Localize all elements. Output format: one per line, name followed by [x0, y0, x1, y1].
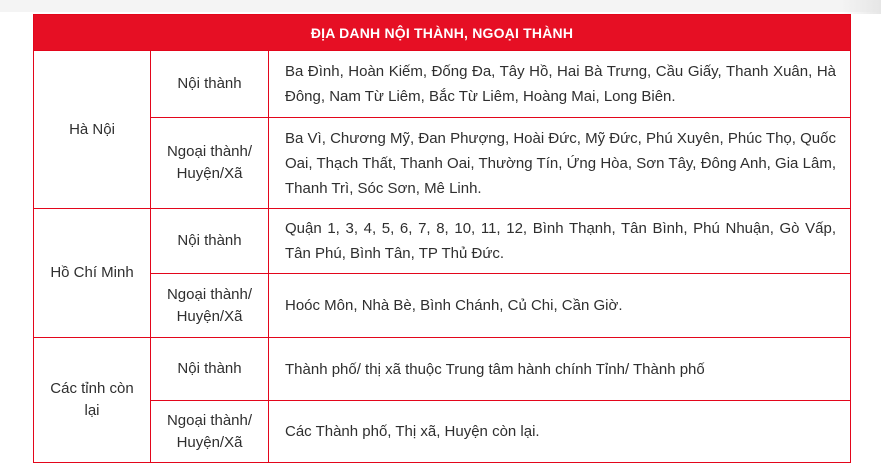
region-table: [33, 14, 851, 463]
city-cell-other-provinces: Các tỉnh còn lại: [34, 338, 151, 463]
table-row: [34, 51, 851, 118]
city-cell-hanoi: Hà Nội: [34, 51, 151, 209]
table-row: [34, 209, 851, 274]
corner-shadow: [841, 0, 881, 14]
places-cell: Thành phố/ thị xã thuộc Trung tâm hành chính Tỉnh/ Thành phố: [269, 338, 851, 401]
zone-cell: Ngoại thành/ Huyện/Xã: [151, 401, 269, 463]
zone-cell: Ngoại thành/ Huyện/Xã: [151, 274, 269, 338]
table-row: [34, 118, 851, 209]
zone-cell: Ngoại thành/ Huyện/Xã: [151, 118, 269, 209]
places-cell: Hoóc Môn, Nhà Bè, Bình Chánh, Củ Chi, Cần Giờ.: [269, 274, 851, 338]
table-row: [34, 274, 851, 338]
places-cell: Các Thành phố, Thị xã, Huyện còn lại.: [269, 401, 851, 463]
places-cell: Quận 1, 3, 4, 5, 6, 7, 8, 10, 11, 12, Bình Thạnh, Tân Bình, Phú Nhuận, Gò Vấp, Tân Phú, Bình Tân, TP Thủ Đức.: [269, 209, 851, 274]
table-title: ĐỊA DANH NỘI THÀNH, NGOẠI THÀNH: [34, 15, 851, 51]
table-row: [34, 401, 851, 463]
table-header-row: [34, 15, 851, 51]
places-cell: Ba Vì, Chương Mỹ, Đan Phượng, Hoài Đức, Mỹ Đức, Phú Xuyên, Phúc Thọ, Quốc Oai, Thạch Thất, Thanh Oai, Thường Tín, Ứng Hòa, Sơn Tây, Đông Anh, Gia Lâm, Thanh Trì, Sóc Sơn, Mê Linh.: [269, 118, 851, 209]
top-strip: [0, 0, 881, 12]
table-row: [34, 338, 851, 401]
zone-cell: Nội thành: [151, 209, 269, 274]
city-cell-hcm: Hồ Chí Minh: [34, 209, 151, 338]
places-cell: Ba Đình, Hoàn Kiếm, Đống Đa, Tây Hồ, Hai Bà Trưng, Cầu Giấy, Thanh Xuân, Hà Đông, Nam Từ Liêm, Bắc Từ Liêm, Hoàng Mai, Long Biên.: [269, 51, 851, 118]
zone-cell: Nội thành: [151, 51, 269, 118]
bottom-edge: [0, 470, 881, 476]
zone-cell: Nội thành: [151, 338, 269, 401]
